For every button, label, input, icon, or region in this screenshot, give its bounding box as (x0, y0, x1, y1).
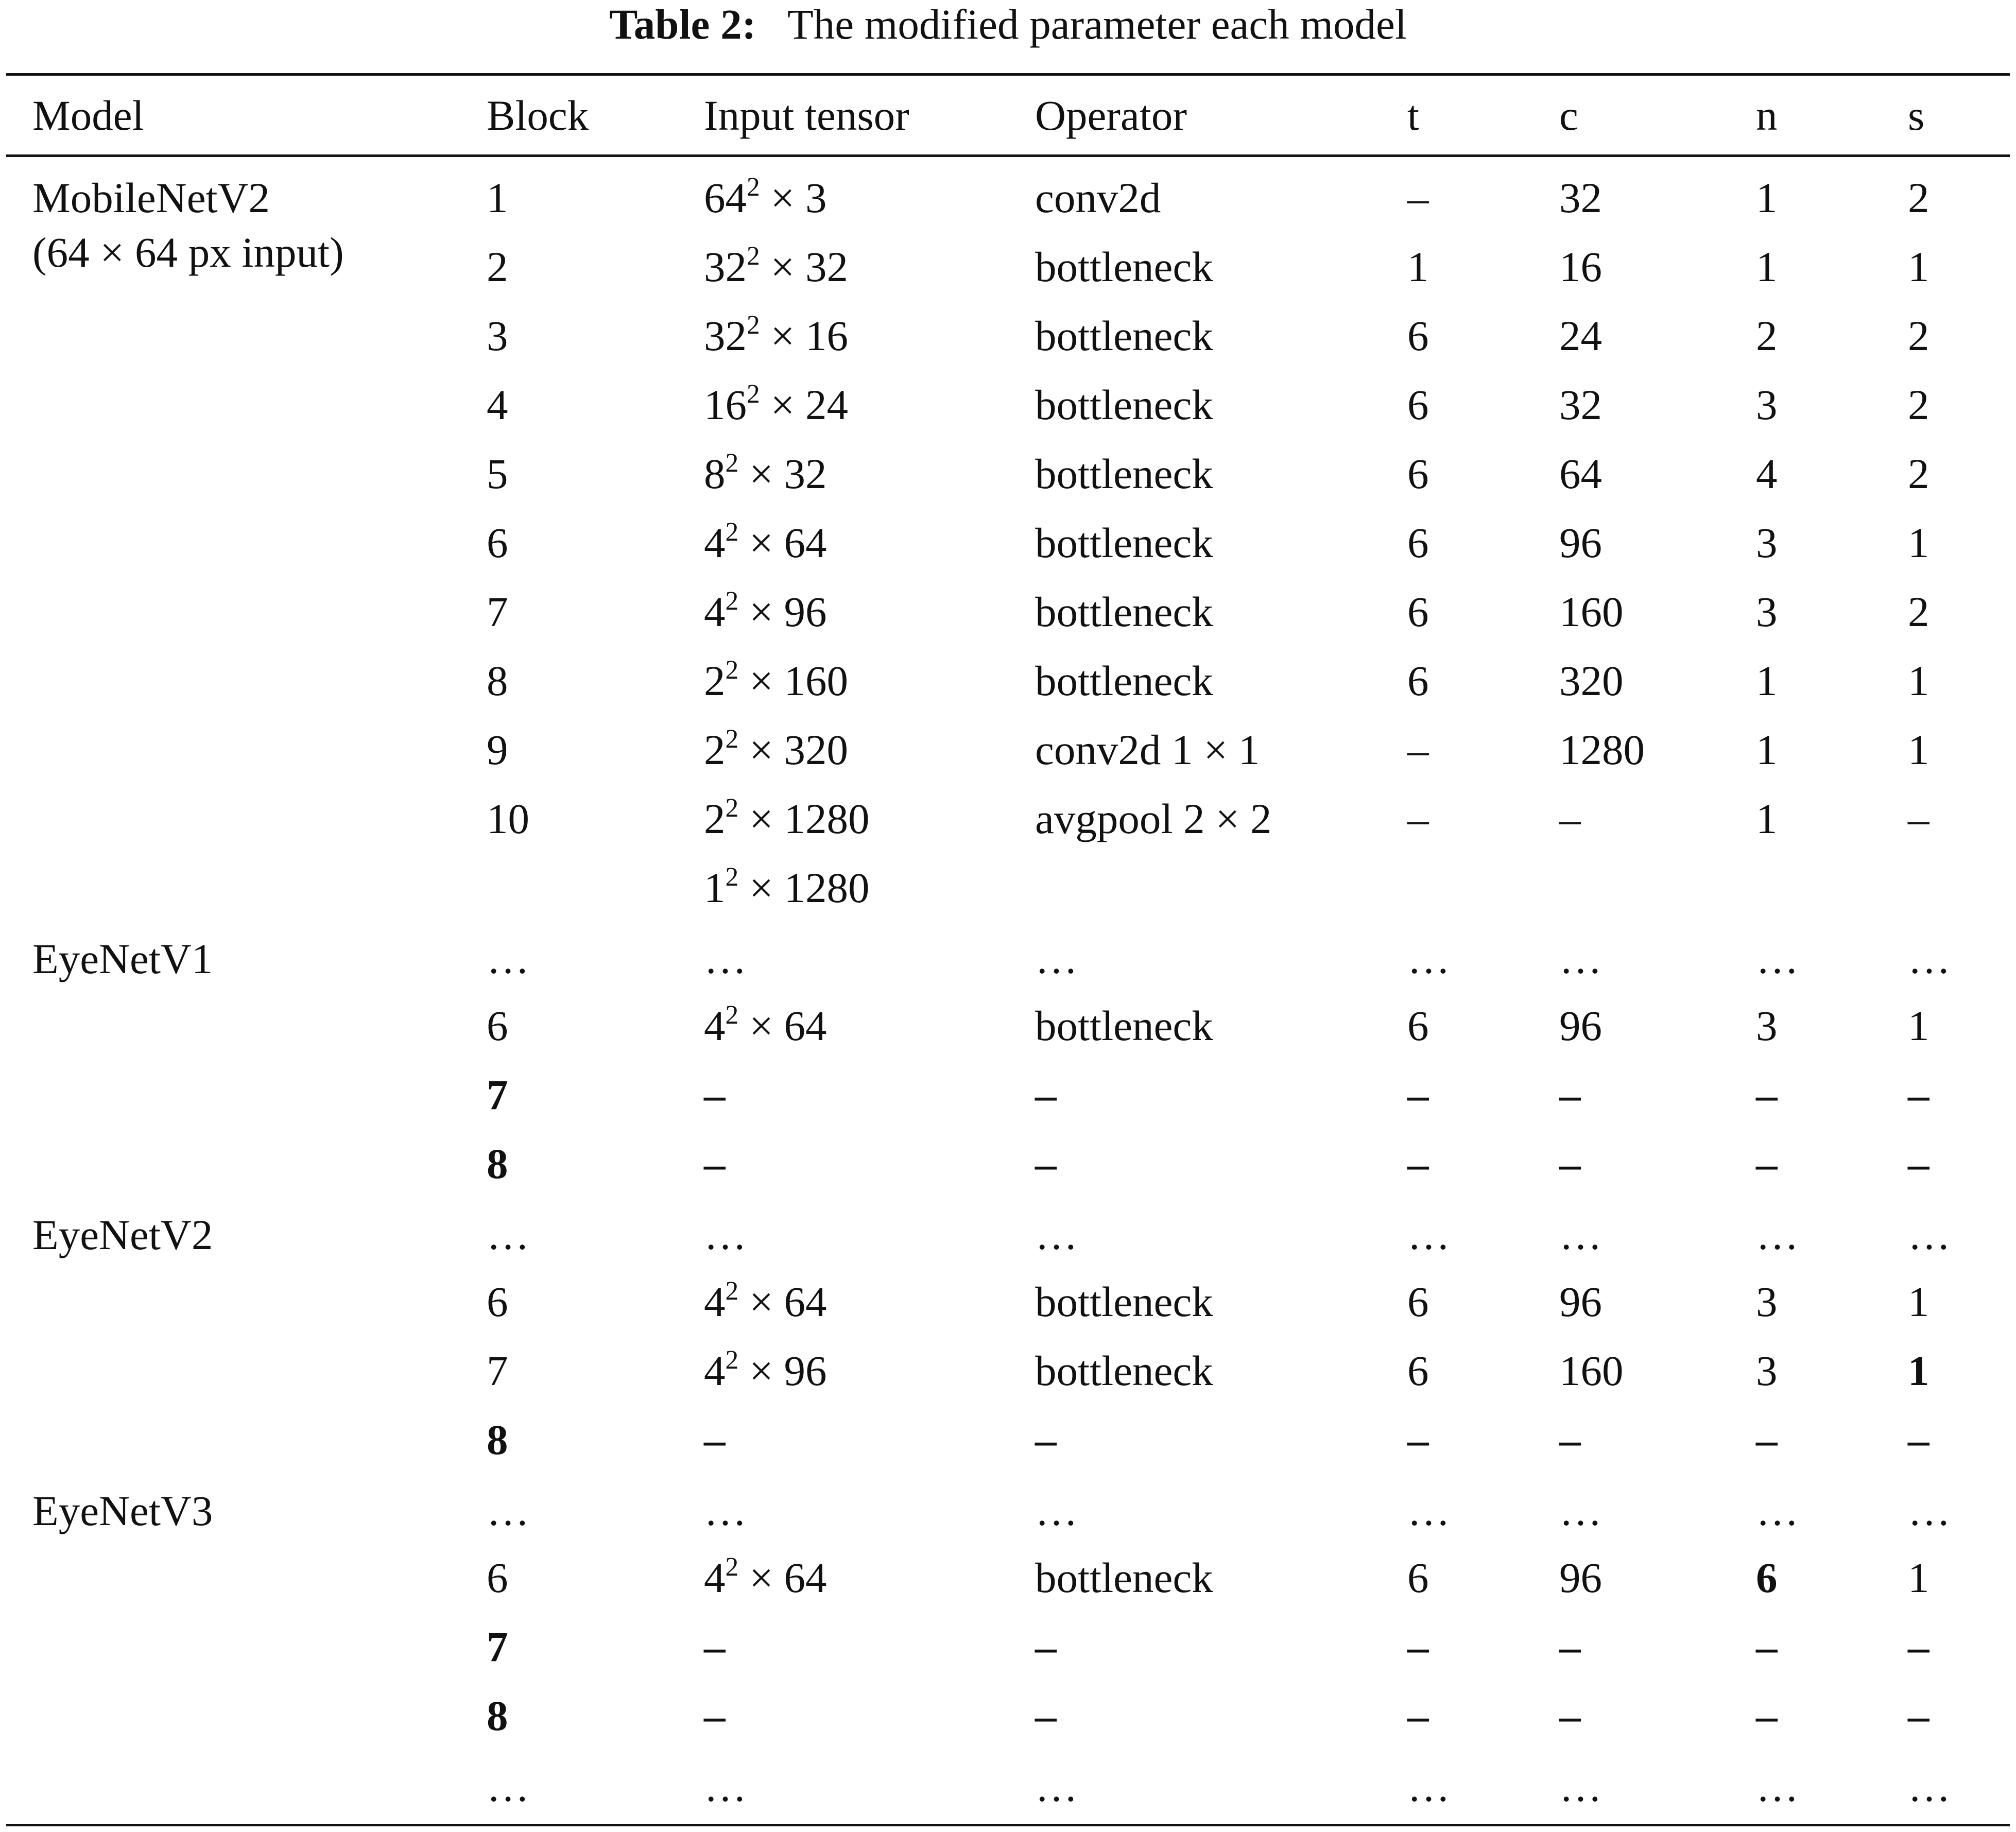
column-header-model: Model (32, 92, 144, 139)
cell-block: 10 (487, 795, 529, 842)
cell-s: – (1908, 795, 1929, 842)
cell-block: 7 (487, 1347, 508, 1394)
column-header-operator: Operator (1035, 92, 1187, 139)
cell-t: – (1407, 1692, 1429, 1739)
model-name: MobileNetV2 (32, 174, 270, 221)
tensor-exponent: 2 (747, 241, 760, 271)
tensor-base: – (704, 1623, 726, 1670)
tensor-exponent: 2 (725, 1552, 739, 1582)
cell-block: 7 (487, 588, 508, 635)
column-header-block: Block (487, 92, 589, 139)
cell-t: 6 (1407, 1347, 1429, 1394)
tensor-base: 64 (704, 174, 747, 221)
cell-n: – (1756, 1140, 1778, 1187)
tensor-channels: × 1280 (738, 864, 870, 911)
cell-operator: bottleneck (1035, 381, 1213, 428)
cell-input-tensor (704, 656, 848, 705)
cell-c: 96 (1559, 1554, 1602, 1601)
cell-block: 8 (487, 1140, 508, 1187)
tensor-base: 16 (704, 381, 747, 428)
cell-c: 160 (1559, 588, 1624, 635)
column-header-tensor: Input tensor (704, 92, 909, 139)
cell-block: 8 (487, 657, 508, 704)
cell-s: 2 (1908, 381, 1929, 428)
tensor-channels: × 320 (738, 726, 849, 773)
model-name: EyeNetV3 (32, 1487, 213, 1534)
cell-block: 6 (487, 1278, 508, 1325)
cell-n: – (1756, 1692, 1778, 1739)
cell-t: 6 (1407, 312, 1429, 359)
cell-s: … (1908, 1211, 1951, 1258)
cell-n: … (1756, 1211, 1799, 1258)
cell-input-tensor (704, 1070, 726, 1119)
tensor-base: 32 (704, 243, 747, 290)
cell-c: 24 (1559, 312, 1602, 359)
cell-s: 1 (1908, 1347, 1929, 1394)
cell-operator: … (1035, 935, 1078, 982)
cell-c: 320 (1559, 657, 1624, 704)
cell-input-tensor (704, 1346, 827, 1395)
cell-operator: – (1035, 1692, 1057, 1739)
cell-input-tensor (704, 1139, 726, 1188)
tensor-exponent: 2 (725, 862, 739, 892)
tensor-base: 2 (704, 657, 726, 704)
tensor-base: 1 (704, 864, 726, 911)
cell-block: 5 (487, 450, 508, 497)
cell-input-tensor (704, 1691, 726, 1740)
cell-operator: bottleneck (1035, 588, 1213, 635)
cell-n: – (1756, 1416, 1778, 1463)
cell-t: 6 (1407, 1002, 1429, 1049)
cell-c: 32 (1559, 381, 1602, 428)
cell-n: … (1756, 1763, 1799, 1810)
cell-c: 160 (1559, 1347, 1624, 1394)
cell-t: 6 (1407, 450, 1429, 497)
cell-input-tensor (704, 934, 747, 983)
cell-operator: – (1035, 1623, 1057, 1670)
cell-block: 1 (487, 174, 508, 221)
cell-s: 1 (1908, 243, 1929, 290)
cell-operator: – (1035, 1071, 1057, 1118)
tensor-base: 4 (704, 1002, 726, 1049)
tensor-exponent: 2 (725, 586, 739, 616)
cell-operator: bottleneck (1035, 657, 1213, 704)
cell-input-tensor (704, 794, 870, 843)
cell-input-tensor (704, 1762, 747, 1811)
cell-s: 2 (1908, 174, 1929, 221)
cell-c: … (1559, 1487, 1602, 1534)
cell-t: – (1407, 726, 1429, 773)
cell-block: … (487, 1763, 529, 1810)
cell-operator: avgpool 2 × 2 (1035, 795, 1272, 842)
cell-s: – (1908, 1416, 1929, 1463)
cell-operator: bottleneck (1035, 1002, 1213, 1049)
cell-s: 1 (1908, 519, 1929, 566)
cell-t: 6 (1407, 1278, 1429, 1325)
tensor-base: 2 (704, 795, 726, 842)
cell-block: 2 (487, 243, 508, 290)
cell-block: … (487, 1487, 529, 1534)
cell-t: … (1407, 1487, 1450, 1534)
cell-input-tensor (704, 1486, 747, 1535)
cell-input-tensor (704, 518, 827, 567)
cell-block: 3 (487, 312, 508, 359)
cell-s: 1 (1908, 1002, 1929, 1049)
cell-s: 1 (1908, 726, 1929, 773)
tensor-channels: × 64 (738, 519, 827, 566)
tensor-base: 4 (704, 588, 726, 635)
tensor-exponent: 2 (725, 793, 739, 823)
cell-n: 3 (1756, 381, 1778, 428)
cell-t: 1 (1407, 243, 1429, 290)
tensor-base: … (704, 1487, 747, 1534)
cell-input-tensor (704, 311, 848, 360)
cell-t: – (1407, 1140, 1429, 1187)
cell-input-tensor (704, 380, 848, 429)
cell-input-tensor (704, 1553, 827, 1602)
cell-c: 96 (1559, 519, 1602, 566)
cell-operator: conv2d (1035, 174, 1161, 221)
cell-t: – (1407, 1071, 1429, 1118)
cell-n: 3 (1756, 1347, 1778, 1394)
tensor-channels: × 1280 (738, 795, 870, 842)
cell-t: – (1407, 795, 1429, 842)
cell-operator: bottleneck (1035, 450, 1213, 497)
cell-s: … (1908, 1763, 1951, 1810)
cell-c: … (1559, 1763, 1602, 1810)
tensor-exponent: 2 (725, 655, 739, 685)
tensor-channels: × 96 (738, 588, 827, 635)
cell-n: 1 (1756, 726, 1778, 773)
cell-s: – (1908, 1071, 1929, 1118)
cell-block: … (487, 1211, 529, 1258)
cell-s: – (1908, 1140, 1929, 1187)
cell-t: – (1407, 1623, 1429, 1670)
cell-s: 2 (1908, 450, 1929, 497)
tensor-exponent: 2 (725, 1345, 739, 1375)
cell-block: 6 (487, 1554, 508, 1601)
tensor-channels: × 64 (738, 1002, 827, 1049)
cell-input-tensor (704, 863, 870, 912)
tensor-channels: × 3 (760, 174, 827, 221)
cell-operator: conv2d 1 × 1 (1035, 726, 1260, 773)
tensor-channels: × 32 (760, 243, 849, 290)
cell-input-tensor (704, 725, 848, 774)
cell-operator: – (1035, 1140, 1057, 1187)
cell-input-tensor (704, 587, 827, 636)
cell-operator: bottleneck (1035, 1347, 1213, 1394)
tensor-base: … (704, 1763, 747, 1810)
tensor-channels: × 64 (738, 1554, 827, 1601)
cell-block: 7 (487, 1071, 508, 1118)
cell-input-tensor (704, 242, 848, 291)
cell-t: … (1407, 1211, 1450, 1258)
cell-block: 7 (487, 1623, 508, 1670)
cell-c: – (1559, 1692, 1581, 1739)
cell-s: … (1908, 1487, 1951, 1534)
tensor-exponent: 2 (747, 310, 760, 340)
tensor-channels: × 16 (760, 312, 849, 359)
tensor-base: – (704, 1071, 726, 1118)
cell-operator: bottleneck (1035, 1554, 1213, 1601)
model-name: (64 × 64 px input) (32, 229, 344, 276)
cell-operator: … (1035, 1487, 1078, 1534)
tensor-exponent: 2 (725, 1276, 739, 1306)
tensor-base: 4 (704, 1554, 726, 1601)
cell-s: – (1908, 1692, 1929, 1739)
cell-operator: bottleneck (1035, 312, 1213, 359)
tensor-exponent: 2 (747, 379, 760, 409)
cell-input-tensor (704, 1415, 726, 1464)
cell-input-tensor (704, 173, 827, 222)
tensor-exponent: 2 (725, 724, 739, 754)
cell-n: 3 (1756, 1002, 1778, 1049)
cell-n: 3 (1756, 1278, 1778, 1325)
tensor-base: 2 (704, 726, 726, 773)
cell-c: – (1559, 1140, 1581, 1187)
cell-n: 1 (1756, 657, 1778, 704)
cell-input-tensor (704, 1622, 726, 1671)
tensor-base: … (704, 935, 747, 982)
tensor-channels: × 64 (738, 1278, 827, 1325)
cell-c: – (1559, 795, 1581, 842)
cell-n: 1 (1756, 795, 1778, 842)
cell-n: … (1756, 935, 1799, 982)
cell-c: 96 (1559, 1002, 1602, 1049)
cell-n: 1 (1756, 243, 1778, 290)
cell-t: … (1407, 935, 1450, 982)
cell-block: 9 (487, 726, 508, 773)
cell-input-tensor (704, 449, 827, 498)
tensor-base: 4 (704, 519, 726, 566)
tensor-base: 4 (704, 1278, 726, 1325)
cell-operator: bottleneck (1035, 1278, 1213, 1325)
tensor-base: 32 (704, 312, 747, 359)
tensor-channels: × 96 (738, 1347, 827, 1394)
cell-c: – (1559, 1623, 1581, 1670)
cell-n: … (1756, 1487, 1799, 1534)
tensor-exponent: 2 (725, 1000, 739, 1030)
cell-s: … (1908, 935, 1951, 982)
cell-operator: … (1035, 1211, 1078, 1258)
tensor-exponent: 2 (747, 172, 760, 202)
cell-operator: … (1035, 1763, 1078, 1810)
column-header-c: c (1559, 92, 1578, 139)
cell-block: 8 (487, 1692, 508, 1739)
column-header-n: n (1756, 92, 1778, 139)
cell-c: 64 (1559, 450, 1602, 497)
cell-t: … (1407, 1763, 1450, 1810)
cell-s: 1 (1908, 657, 1929, 704)
cell-n: 3 (1756, 588, 1778, 635)
cell-t: 6 (1407, 1554, 1429, 1601)
cell-input-tensor (704, 1277, 827, 1326)
model-name: EyeNetV2 (32, 1211, 213, 1258)
cell-c: – (1559, 1071, 1581, 1118)
table-caption-text: The modified parameter each model (787, 1, 1407, 48)
cell-c: 1280 (1559, 726, 1645, 773)
tensor-base: 4 (704, 1347, 726, 1394)
tensor-base: – (704, 1140, 726, 1187)
cell-t: 6 (1407, 381, 1429, 428)
tensor-base: – (704, 1692, 726, 1739)
cell-n: – (1756, 1623, 1778, 1670)
cell-c: … (1559, 935, 1602, 982)
tensor-base: 8 (704, 450, 726, 497)
cell-block: … (487, 935, 529, 982)
tensor-base: – (704, 1416, 726, 1463)
cell-t: 6 (1407, 657, 1429, 704)
cell-t: – (1407, 174, 1429, 221)
cell-block: 6 (487, 519, 508, 566)
cell-block: 6 (487, 1002, 508, 1049)
tensor-channels: × 160 (738, 657, 849, 704)
column-header-s: s (1908, 92, 1925, 139)
cell-c: 32 (1559, 174, 1602, 221)
cell-c: – (1559, 1416, 1581, 1463)
cell-s: 1 (1908, 1278, 1929, 1325)
cell-t: 6 (1407, 519, 1429, 566)
tensor-base: … (704, 1211, 747, 1258)
cell-operator: bottleneck (1035, 519, 1213, 566)
cell-s: 1 (1908, 1554, 1929, 1601)
cell-n: 6 (1756, 1554, 1778, 1601)
cell-c: 16 (1559, 243, 1602, 290)
cell-s: 2 (1908, 588, 1929, 635)
cell-input-tensor (704, 1210, 747, 1259)
cell-n: 1 (1756, 174, 1778, 221)
cell-block: 4 (487, 381, 508, 428)
cell-n: 4 (1756, 450, 1778, 497)
cell-operator: – (1035, 1416, 1057, 1463)
cell-n: 2 (1756, 312, 1778, 359)
tensor-channels: × 32 (738, 450, 827, 497)
cell-s: – (1908, 1623, 1929, 1670)
model-name: EyeNetV1 (32, 935, 213, 982)
cell-t: 6 (1407, 588, 1429, 635)
cell-input-tensor (704, 1001, 827, 1050)
cell-c: 96 (1559, 1278, 1602, 1325)
cell-t: – (1407, 1416, 1429, 1463)
column-header-t: t (1407, 92, 1420, 139)
cell-n: 3 (1756, 519, 1778, 566)
table-caption-label: Table 2: (609, 1, 756, 48)
tensor-channels: × 24 (760, 381, 849, 428)
tensor-exponent: 2 (725, 517, 739, 547)
cell-s: 2 (1908, 312, 1929, 359)
cell-block: 8 (487, 1416, 508, 1463)
cell-operator: bottleneck (1035, 243, 1213, 290)
cell-c: … (1559, 1211, 1602, 1258)
cell-n: – (1756, 1071, 1778, 1118)
tensor-exponent: 2 (725, 448, 739, 478)
